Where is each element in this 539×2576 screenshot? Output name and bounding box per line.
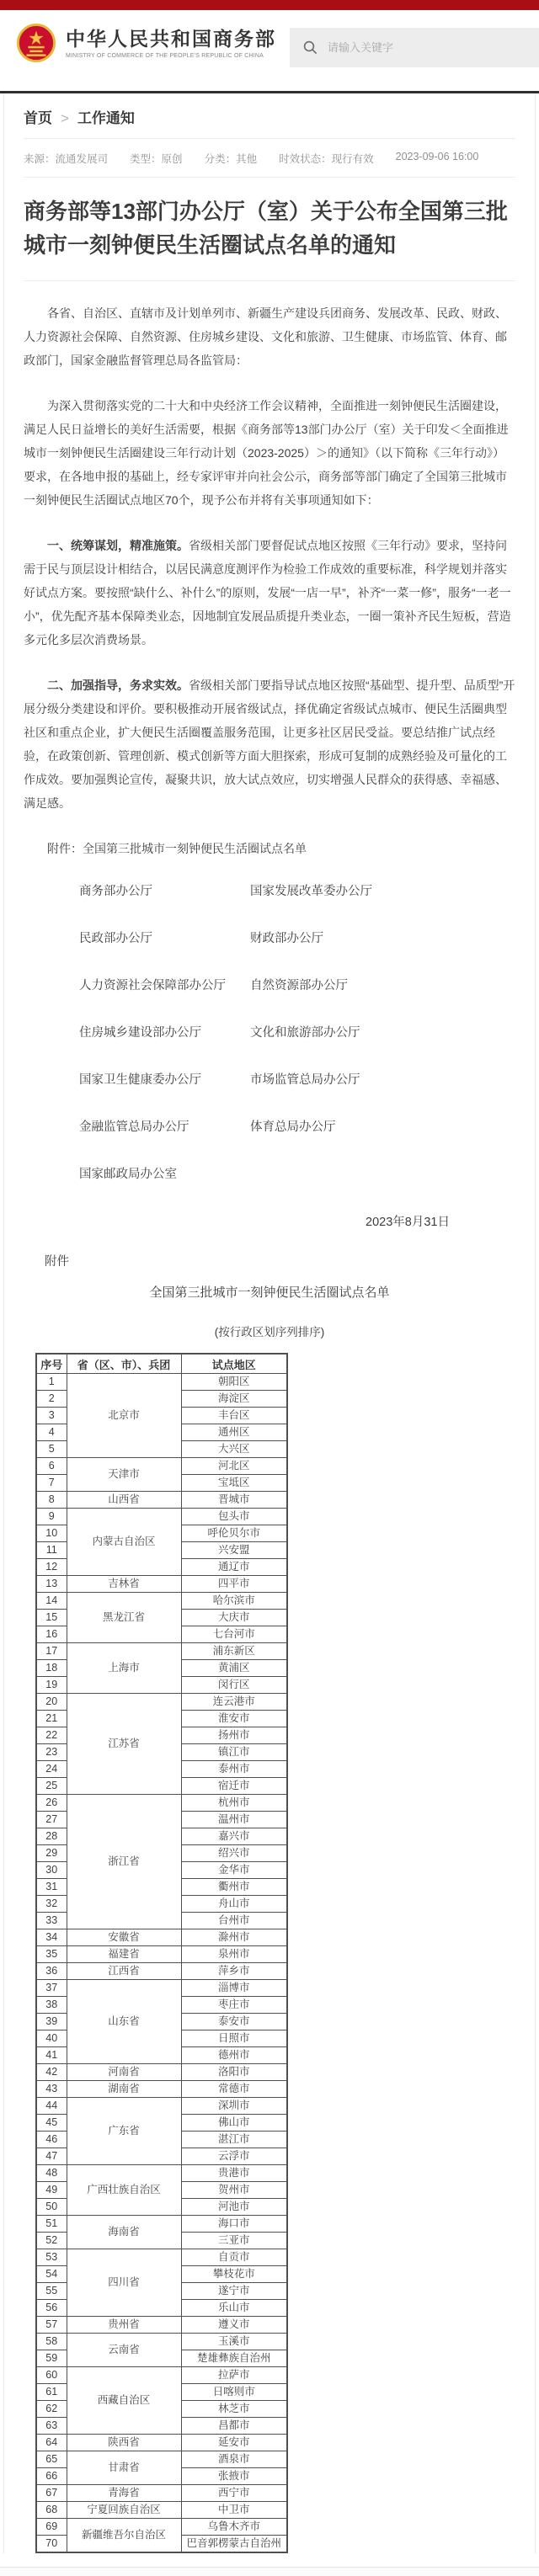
row-index-cell: 57 bbox=[36, 2317, 67, 2334]
province-cell: 安徽省 bbox=[67, 1929, 181, 1946]
province-cell: 江苏省 bbox=[67, 1694, 181, 1795]
table-row bbox=[36, 1509, 287, 1525]
signature-row bbox=[24, 1024, 515, 1042]
row-index-cell: 67 bbox=[36, 2485, 67, 2502]
province-cell: 浙江省 bbox=[67, 1795, 181, 1929]
table-row bbox=[36, 1643, 287, 1660]
table-row bbox=[36, 2502, 287, 2519]
area-cell: 泉州市 bbox=[181, 1946, 287, 1963]
pilot-areas-table bbox=[35, 1353, 288, 2553]
section-1-text: 省级相关部门要督促试点地区按照《三年行动》要求，坚持问需于民与顶层设计相结合，以居民满意度测评作为检验工作成效的重要标准，科学规划并落实好试点方案。要按照“缺什么、补什么”的原则，发展“一店一早”，补齐“一菜一修”，服务“一老一小”，优先配齐基本保障类业态，因地制宜发展品质提升类业态，一圈一策补齐民生短板，营造多元化多层次消费场景。 bbox=[24, 539, 511, 647]
area-cell: 兴安盟 bbox=[181, 1542, 287, 1559]
meta-type: 类型：原创 bbox=[130, 153, 183, 165]
table-row bbox=[36, 2098, 287, 2115]
article-meta bbox=[24, 139, 515, 177]
province-cell: 内蒙古自治区 bbox=[67, 1509, 181, 1576]
signature-org: 住房城乡建设部办公厅 bbox=[79, 1026, 201, 1040]
row-index-cell: 68 bbox=[36, 2502, 67, 2519]
province-cell: 新疆维吾尔自治区 bbox=[67, 2519, 181, 2553]
col-header-area: 试点地区 bbox=[181, 1354, 287, 1374]
row-index-cell: 51 bbox=[36, 2216, 67, 2233]
area-cell: 连云港市 bbox=[181, 1694, 287, 1711]
table-row bbox=[36, 1694, 287, 1711]
page-title: 商务部等13部门办公厅（室）关于公布全国第三批城市一刻钟便民生活圈试点名单的通知 bbox=[24, 199, 508, 258]
row-index-cell: 49 bbox=[36, 2182, 67, 2199]
area-cell: 杭州市 bbox=[181, 1795, 287, 1812]
area-cell: 晋城市 bbox=[181, 1492, 287, 1509]
table-row bbox=[36, 1458, 287, 1475]
area-cell: 大庆市 bbox=[181, 1610, 287, 1626]
row-index-cell: 56 bbox=[36, 2300, 67, 2317]
area-cell: 闵行区 bbox=[181, 1677, 287, 1694]
row-index-cell: 33 bbox=[36, 1913, 67, 1929]
table-row bbox=[36, 2451, 287, 2468]
section-1-lead: 一、统筹谋划，精准施策。 bbox=[47, 539, 189, 552]
row-index-cell: 52 bbox=[36, 2233, 67, 2249]
table-header-row bbox=[36, 1354, 287, 1374]
org-name: 中华人民共和国商务部 bbox=[66, 27, 276, 50]
area-cell: 楚雄彝族自治州 bbox=[181, 2350, 287, 2367]
row-index-cell: 24 bbox=[36, 1761, 67, 1778]
row-index-cell: 61 bbox=[36, 2384, 67, 2401]
area-cell: 台州市 bbox=[181, 1913, 287, 1929]
row-index-cell: 20 bbox=[36, 1694, 67, 1711]
area-cell: 镇江市 bbox=[181, 1744, 287, 1761]
row-index-cell: 41 bbox=[36, 2047, 67, 2064]
document-date: 2023年8月31日 bbox=[366, 1216, 450, 1229]
area-cell: 贺州市 bbox=[181, 2182, 287, 2199]
province-cell: 青海省 bbox=[67, 2485, 181, 2502]
area-cell: 滁州市 bbox=[181, 1929, 287, 1946]
row-index-cell: 11 bbox=[36, 1542, 67, 1559]
row-index-cell: 46 bbox=[36, 2132, 67, 2148]
org-name-en: MINISTRY OF COMMERCE OF THE PEOPLE'S REPUBLIC OF CHINA bbox=[66, 52, 264, 59]
search-box[interactable] bbox=[290, 28, 539, 67]
area-cell: 金华市 bbox=[181, 1862, 287, 1879]
row-index-cell: 32 bbox=[36, 1896, 67, 1913]
table-row bbox=[36, 1980, 287, 1997]
table-row bbox=[36, 2081, 287, 2098]
row-index-cell: 39 bbox=[36, 2014, 67, 2030]
signature-row bbox=[24, 929, 515, 948]
paragraph-intro: 为深入贯彻落实党的二十大和中央经济工作会议精神，全面推进一刻钟便民生活圈建设，满足人民日益增长的美好生活需要，根据《商务部等13部门办公厅（室）关于印发＜全面推进城市一刻钟便民生活圈建设三年行动计划（2023-2025）＞的通知》（以下简称《三年行动》）要求，在各地申报的基础上，经专家评审并向社会公示，商务部等部门确定了全国第三批城市一刻钟便民生活圈试点地区70个，现予公布并将有关事项通知如下： bbox=[24, 399, 509, 507]
table-row bbox=[36, 2334, 287, 2350]
row-index-cell: 26 bbox=[36, 1795, 67, 1812]
signature-org: 商务部办公厅 bbox=[79, 885, 152, 898]
province-cell: 黑龙江省 bbox=[67, 1593, 181, 1643]
area-cell: 三亚市 bbox=[181, 2233, 287, 2249]
area-cell: 扬州市 bbox=[181, 1727, 287, 1744]
area-cell: 乌鲁木齐市 bbox=[181, 2519, 287, 2536]
table-row bbox=[36, 1946, 287, 1963]
row-index-cell: 13 bbox=[36, 1576, 67, 1593]
area-cell: 包头市 bbox=[181, 1509, 287, 1525]
row-index-cell: 2 bbox=[36, 1391, 67, 1408]
province-cell: 宁夏回族自治区 bbox=[67, 2502, 181, 2519]
row-index-cell: 1 bbox=[36, 1374, 67, 1391]
row-index-cell: 70 bbox=[36, 2536, 67, 2553]
area-cell: 枣庄市 bbox=[181, 1997, 287, 2014]
content-card bbox=[3, 93, 536, 2553]
section-2-text: 省级相关部门要指导试点地区按照“基础型、提升型、品质型”开展分级分类建设和评价。要积极推动开展省级试点，择优确定省级试点城市、便民生活圈典型社区和重点企业，扩大便民生活圈覆盖服务范围，让更多社区居民受益。要总结推广试点经验，在政策创新、管理创新、模式创新等方面大胆探索，形成可复制的成熟经验及可量化的工作成效。要加强舆论宣传，凝聚共识，放大试点效应，切实增强人民群众的获得感、幸福感、满足感。 bbox=[24, 679, 515, 810]
area-cell: 日照市 bbox=[181, 2030, 287, 2047]
province-cell: 江西省 bbox=[67, 1963, 181, 1980]
signature-org: 国家发展改革委办公厅 bbox=[250, 885, 372, 898]
province-cell: 陕西省 bbox=[67, 2435, 181, 2451]
breadcrumb-home-link[interactable]: 首页 bbox=[24, 110, 52, 126]
row-index-cell: 36 bbox=[36, 1963, 67, 1980]
national-emblem-logo[interactable] bbox=[17, 24, 56, 62]
area-cell: 巴音郭楞蒙古自治州 bbox=[181, 2536, 287, 2553]
table-row bbox=[36, 2485, 287, 2502]
area-cell: 宿迁市 bbox=[181, 1778, 287, 1795]
area-cell: 延安市 bbox=[181, 2435, 287, 2451]
row-index-cell: 25 bbox=[36, 1778, 67, 1795]
province-cell: 上海市 bbox=[67, 1643, 181, 1694]
row-index-cell: 23 bbox=[36, 1744, 67, 1761]
top-red-bar bbox=[0, 0, 539, 10]
table-row bbox=[36, 2519, 287, 2536]
row-index-cell: 62 bbox=[36, 2401, 67, 2418]
signature-org: 金融监管总局办公厅 bbox=[79, 1120, 189, 1134]
province-cell: 北京市 bbox=[67, 1374, 181, 1458]
row-index-cell: 44 bbox=[36, 2098, 67, 2115]
area-cell: 海淀区 bbox=[181, 1391, 287, 1408]
row-index-cell: 50 bbox=[36, 2199, 67, 2216]
area-cell: 日喀则市 bbox=[181, 2384, 287, 2401]
paragraph-section-1 bbox=[24, 534, 515, 652]
province-cell: 吉林省 bbox=[67, 1576, 181, 1593]
area-cell: 通辽市 bbox=[181, 1559, 287, 1576]
row-index-cell: 17 bbox=[36, 1643, 67, 1660]
signature-org: 国家卫生健康委办公厅 bbox=[79, 1073, 201, 1087]
area-cell: 玉溪市 bbox=[181, 2334, 287, 2350]
signature-row bbox=[24, 1071, 515, 1089]
table-row bbox=[36, 2165, 287, 2182]
area-cell: 攀枝花市 bbox=[181, 2266, 287, 2283]
table-row bbox=[36, 2435, 287, 2451]
area-cell: 云浮市 bbox=[181, 2148, 287, 2165]
row-index-cell: 28 bbox=[36, 1828, 67, 1845]
area-cell: 嘉兴市 bbox=[181, 1828, 287, 1845]
area-cell: 河池市 bbox=[181, 2199, 287, 2216]
area-cell: 浦东新区 bbox=[181, 1643, 287, 1660]
divider bbox=[24, 177, 515, 178]
area-cell: 自贡市 bbox=[181, 2249, 287, 2266]
breadcrumb-current: 工作通知 bbox=[77, 110, 135, 126]
table-row bbox=[36, 1374, 287, 1391]
search-icon[interactable] bbox=[303, 40, 318, 55]
area-cell: 中卫市 bbox=[181, 2502, 287, 2519]
search-input[interactable] bbox=[326, 40, 523, 55]
row-index-cell: 63 bbox=[36, 2418, 67, 2435]
area-cell: 大兴区 bbox=[181, 1441, 287, 1458]
appendix-label: 附件 bbox=[45, 1255, 69, 1269]
row-index-cell: 64 bbox=[36, 2435, 67, 2451]
area-cell: 乐山市 bbox=[181, 2300, 287, 2317]
area-cell: 泰安市 bbox=[181, 2014, 287, 2030]
area-cell: 淄博市 bbox=[181, 1980, 287, 1997]
row-index-cell: 66 bbox=[36, 2468, 67, 2485]
paragraph-addressees: 各省、自治区、直辖市及计划单列市、新疆生产建设兵团商务、发展改革、民政、财政、人力资源社会保障、自然资源、住房城乡建设、文化和旅游、卫生健康、市场监管、体育、邮政部门，国家金融监督管理总局各监管局： bbox=[24, 306, 507, 367]
table-row bbox=[36, 1929, 287, 1946]
province-cell: 湖南省 bbox=[67, 2081, 181, 2098]
table-row bbox=[36, 2367, 287, 2384]
section-2-lead: 二、加强指导，务求实效。 bbox=[47, 679, 189, 692]
area-cell: 洛阳市 bbox=[181, 2064, 287, 2081]
area-cell: 衢州市 bbox=[181, 1879, 287, 1896]
row-index-cell: 69 bbox=[36, 2519, 67, 2536]
row-index-cell: 4 bbox=[36, 1424, 67, 1441]
area-cell: 西宁市 bbox=[181, 2485, 287, 2502]
row-index-cell: 5 bbox=[36, 1441, 67, 1458]
attachment-title: 全国第三批城市一刻钟便民生活圈试点名单 bbox=[149, 1285, 390, 1300]
org-names bbox=[66, 28, 276, 59]
table-row bbox=[36, 2249, 287, 2266]
row-index-cell: 30 bbox=[36, 1862, 67, 1879]
province-cell: 山西省 bbox=[67, 1492, 181, 1509]
row-index-cell: 21 bbox=[36, 1711, 67, 1727]
signature-row bbox=[24, 1165, 515, 1184]
row-index-cell: 37 bbox=[36, 1980, 67, 1997]
area-cell: 泰州市 bbox=[181, 1761, 287, 1778]
footer-divider bbox=[0, 2567, 539, 2576]
row-index-cell: 58 bbox=[36, 2334, 67, 2350]
area-cell: 四平市 bbox=[181, 1576, 287, 1593]
signature-org: 民政部办公厅 bbox=[79, 932, 152, 945]
province-cell: 天津市 bbox=[67, 1458, 181, 1492]
site-header bbox=[0, 10, 539, 91]
row-index-cell: 43 bbox=[36, 2081, 67, 2098]
meta-category: 分类：其他 bbox=[204, 153, 258, 165]
signature-row bbox=[24, 1118, 515, 1136]
col-header-index: 序号 bbox=[36, 1354, 67, 1374]
area-cell: 昌都市 bbox=[181, 2418, 287, 2435]
row-index-cell: 22 bbox=[36, 1727, 67, 1744]
breadcrumb-separator: > bbox=[61, 110, 69, 126]
row-index-cell: 45 bbox=[36, 2115, 67, 2132]
area-cell: 酒泉市 bbox=[181, 2451, 287, 2468]
province-cell: 山东省 bbox=[67, 1980, 181, 2064]
row-index-cell: 55 bbox=[36, 2283, 67, 2300]
table-row bbox=[36, 2064, 287, 2081]
area-cell: 海口市 bbox=[181, 2216, 287, 2233]
row-index-cell: 7 bbox=[36, 1475, 67, 1492]
row-index-cell: 14 bbox=[36, 1593, 67, 1610]
site-brand[interactable] bbox=[17, 24, 276, 62]
area-cell: 常德市 bbox=[181, 2081, 287, 2098]
row-index-cell: 10 bbox=[36, 1525, 67, 1542]
row-index-cell: 8 bbox=[36, 1492, 67, 1509]
area-cell: 贵港市 bbox=[181, 2165, 287, 2182]
province-cell: 四川省 bbox=[67, 2249, 181, 2317]
area-cell: 丰台区 bbox=[181, 1408, 287, 1424]
row-index-cell: 59 bbox=[36, 2350, 67, 2367]
row-index-cell: 38 bbox=[36, 1997, 67, 2014]
row-index-cell: 19 bbox=[36, 1677, 67, 1694]
table-row bbox=[36, 2317, 287, 2334]
area-cell: 黄浦区 bbox=[181, 1660, 287, 1677]
signature-org: 市场监管总局办公厅 bbox=[250, 1073, 360, 1087]
province-cell: 河南省 bbox=[67, 2064, 181, 2081]
signature-org: 自然资源部办公厅 bbox=[250, 979, 348, 993]
breadcrumb bbox=[24, 93, 515, 138]
area-cell: 呼伦贝尔市 bbox=[181, 1525, 287, 1542]
row-index-cell: 47 bbox=[36, 2148, 67, 2165]
meta-validity: 时效状态：现行有效 bbox=[279, 153, 374, 165]
signature-row bbox=[24, 977, 515, 995]
meta-datetime: 2023-09-06 16:00 bbox=[395, 151, 479, 162]
province-cell: 福建省 bbox=[67, 1946, 181, 1963]
row-index-cell: 9 bbox=[36, 1509, 67, 1525]
province-cell: 西藏自治区 bbox=[67, 2367, 181, 2435]
attachment-subtitle: (按行政区划序列排序) bbox=[214, 1326, 325, 1339]
area-cell: 遵义市 bbox=[181, 2317, 287, 2334]
signature-block bbox=[24, 882, 515, 1184]
area-cell: 舟山市 bbox=[181, 1896, 287, 1913]
province-cell: 贵州省 bbox=[67, 2317, 181, 2334]
area-cell: 哈尔滨市 bbox=[181, 1593, 287, 1610]
table-row bbox=[36, 1576, 287, 1593]
row-index-cell: 6 bbox=[36, 1458, 67, 1475]
area-cell: 遂宁市 bbox=[181, 2283, 287, 2300]
table-row bbox=[36, 1795, 287, 1812]
area-cell: 七台河市 bbox=[181, 1626, 287, 1643]
attachment-link[interactable]: 附件：全国第三批城市一刻钟便民生活圈试点名单 bbox=[47, 842, 307, 855]
area-cell: 河北区 bbox=[181, 1458, 287, 1475]
col-header-province: 省（区、市）、兵团 bbox=[67, 1354, 181, 1374]
row-index-cell: 12 bbox=[36, 1559, 67, 1576]
area-cell: 朝阳区 bbox=[181, 1374, 287, 1391]
area-cell: 萍乡市 bbox=[181, 1963, 287, 1980]
area-cell: 绍兴市 bbox=[181, 1845, 287, 1862]
province-cell: 广西壮族自治区 bbox=[67, 2165, 181, 2216]
row-index-cell: 27 bbox=[36, 1812, 67, 1828]
signature-org: 国家邮政局办公室 bbox=[79, 1168, 177, 1181]
table-row bbox=[36, 2216, 287, 2233]
province-cell: 甘肃省 bbox=[67, 2451, 181, 2485]
row-index-cell: 42 bbox=[36, 2064, 67, 2081]
row-index-cell: 29 bbox=[36, 1845, 67, 1862]
row-index-cell: 3 bbox=[36, 1408, 67, 1424]
province-cell: 海南省 bbox=[67, 2216, 181, 2249]
area-cell: 温州市 bbox=[181, 1812, 287, 1828]
area-cell: 宝坻区 bbox=[181, 1475, 287, 1492]
row-index-cell: 48 bbox=[36, 2165, 67, 2182]
row-index-cell: 15 bbox=[36, 1610, 67, 1626]
row-index-cell: 40 bbox=[36, 2030, 67, 2047]
table-row bbox=[36, 1963, 287, 1980]
area-cell: 张掖市 bbox=[181, 2468, 287, 2485]
area-cell: 通州区 bbox=[181, 1424, 287, 1441]
signature-org: 体育总局办公厅 bbox=[250, 1120, 336, 1134]
area-cell: 淮安市 bbox=[181, 1711, 287, 1727]
signature-org: 财政部办公厅 bbox=[250, 932, 323, 945]
signature-row bbox=[24, 882, 515, 901]
table-row bbox=[36, 1593, 287, 1610]
row-index-cell: 18 bbox=[36, 1660, 67, 1677]
area-cell: 林芝市 bbox=[181, 2401, 287, 2418]
area-cell: 德州市 bbox=[181, 2047, 287, 2064]
row-index-cell: 60 bbox=[36, 2367, 67, 2384]
signature-org: 文化和旅游部办公厅 bbox=[250, 1026, 360, 1040]
meta-source: 来源：流通发展司 bbox=[24, 153, 109, 165]
paragraph-section-2 bbox=[24, 673, 515, 815]
province-cell: 云南省 bbox=[67, 2334, 181, 2367]
row-index-cell: 31 bbox=[36, 1879, 67, 1896]
area-cell: 拉萨市 bbox=[181, 2367, 287, 2384]
signature-org: 人力资源社会保障部办公厅 bbox=[79, 979, 226, 993]
row-index-cell: 35 bbox=[36, 1946, 67, 1963]
row-index-cell: 16 bbox=[36, 1626, 67, 1643]
row-index-cell: 54 bbox=[36, 2266, 67, 2283]
province-cell: 广东省 bbox=[67, 2098, 181, 2165]
area-cell: 佛山市 bbox=[181, 2115, 287, 2132]
row-index-cell: 65 bbox=[36, 2451, 67, 2468]
article-body bbox=[24, 301, 515, 860]
area-cell: 湛江市 bbox=[181, 2132, 287, 2148]
table-row bbox=[36, 1492, 287, 1509]
row-index-cell: 34 bbox=[36, 1929, 67, 1946]
row-index-cell: 53 bbox=[36, 2249, 67, 2266]
area-cell: 深圳市 bbox=[181, 2098, 287, 2115]
divider bbox=[24, 280, 515, 281]
